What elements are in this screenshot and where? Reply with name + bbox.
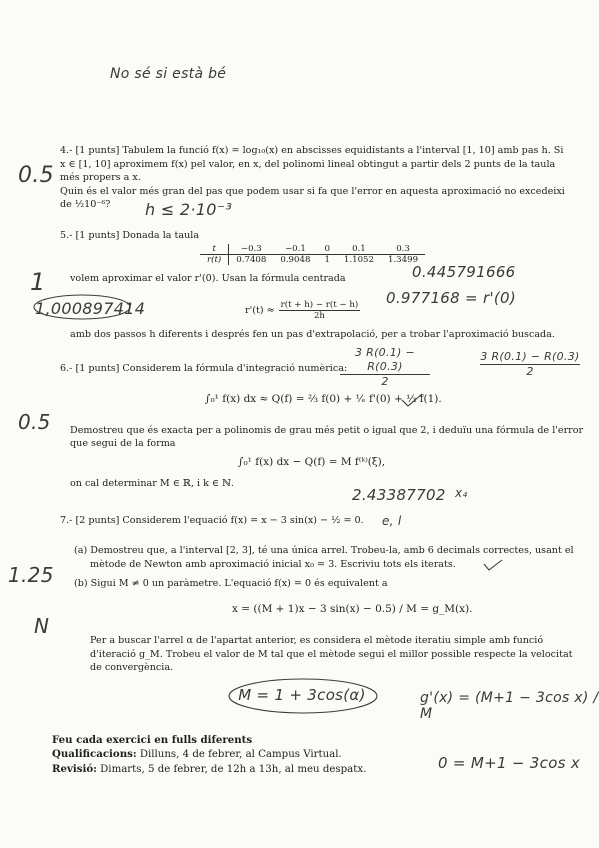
footer-line-1: Feu cada exercici en fulls diferents: [52, 734, 253, 746]
extrap-2-denominator: 2: [526, 365, 534, 378]
q7-b-formula: x = ((M + 1)x − 3 sin(x) − 0.5) / M = g_M(x).: [232, 603, 473, 615]
m-answer-circle: [226, 676, 380, 716]
revision-label: Revisió:: [52, 763, 97, 775]
q6-formula: ∫₀¹ f(x) dx ≈ Q(f) = ⅔ f(0) + ¹⁄ₑ f'(0) + ⅓ f(1).: [205, 393, 442, 405]
h-answer: h ≤ 2·10⁻³: [145, 200, 233, 219]
check-mark-q6: [400, 392, 424, 408]
q5-table: [200, 244, 425, 265]
table-r-cell: 1: [324, 255, 330, 265]
q5-line-3: amb dos passos h diferents i després fen un pas d'extrapolació, per a trobar l'aproximació buscada.: [70, 329, 555, 340]
table-t-cell: 0.3: [381, 244, 425, 255]
question-4: [60, 144, 565, 212]
q4-line-4: Quin és el valor més gran del pas que podem usar si fa que l'error en aquesta aproximació no excedeixi: [60, 185, 565, 197]
handwritten-value-c: 0.977168 = r'(0): [386, 289, 517, 307]
table-t-cell: 0.1: [337, 244, 381, 255]
m-answer: M = 1 + 3cos(α): [238, 686, 366, 704]
formula-fraction: [279, 300, 361, 321]
q5-line-1: 5.- [1 punts] Donada la taula: [60, 230, 200, 241]
q4-line-2: x ∈ [1, 10] aproximem f(x) pel valor, en x, del polinomi lineal obtingut a partir dels 2 punts de la taula: [60, 158, 556, 170]
q7-a-line-1: (a) Demostreu que, a l'interval [2, 3], té una única arrel. Trobeu-la, amb 6 decimals correctes, usant el: [74, 545, 574, 556]
handwritten-note: No sé si està bé: [110, 66, 227, 82]
q7-line-1: 7.- [2 punts] Considerem l'equació f(x) = x − 3 sin(x) − ½ = 0.: [60, 515, 364, 526]
handwritten-interval-note: e, l: [382, 514, 402, 528]
table-r-cell: 1.3499: [387, 255, 419, 265]
check-mark-q7a: [482, 558, 504, 572]
table-t-cell: −0.3: [229, 244, 274, 255]
table-t-cell: 0: [317, 244, 336, 255]
q7-b-line-2: Per a buscar l'arrel α de l'apartat anterior, es considera el mètode iteratiu simple amb funció: [90, 635, 544, 646]
q4-line-1: 4.- [1 punts] Tabulem la funció f(x) = log₁₀(x) en abscisses equidistants a l'interval [1, 10] amb pas h. Si: [60, 145, 564, 156]
score-q7b: N: [34, 614, 50, 638]
q6-line-3: que segui de la forma: [70, 438, 176, 449]
extrap-2-numerator: 3 R(0.1) − R(0.3): [480, 350, 580, 363]
q6-line-4: on cal determinar M ∈ ℝ, i k ∈ ℕ.: [70, 478, 234, 489]
formula-numerator: r(t + h) − r(t − h): [280, 300, 359, 310]
qualifications-label: Qualificacions:: [52, 748, 137, 760]
extrapolation-1: [340, 346, 430, 389]
handwritten-derivative: g'(x) = (M+1 − 3cos x) / M: [420, 690, 599, 722]
handwritten-root-note: x₄: [455, 486, 468, 500]
revision-text: Dimarts, 5 de febrer, de 12h a 13h, al meu despatx.: [96, 764, 367, 775]
footer: [52, 733, 366, 777]
score-q6: 0.5: [18, 410, 51, 434]
handwritten-zero-eq: 0 = M+1 − 3cos x: [438, 754, 581, 772]
formula-lhs: r'(t) ≈: [245, 304, 275, 316]
extrap-1-numerator: 3 R(0.1) − R(0.3): [340, 346, 430, 375]
formula-denominator: 2h: [313, 311, 325, 321]
table-r-cell: 1.1052: [343, 255, 374, 265]
score-q4: 0.5: [18, 163, 54, 188]
q6-error-formula: ∫₀¹ f(x) dx − Q(f) = M f⁽ᵏ⁾(ξ),: [238, 456, 386, 468]
qualifications-text: Dilluns, 4 de febrer, al Campus Virtual.: [136, 749, 342, 760]
score-q5: 1: [30, 268, 46, 296]
table-t-cell: −0.1: [273, 244, 317, 255]
footer-line-2: [52, 747, 366, 762]
q7-part-b-text: [90, 634, 573, 675]
q7-b-line-1: (b) Sigui M ≠ 0 un paràmetre. L'equació f(x) = 0 és equivalent a: [74, 578, 388, 589]
value-b-circle: [32, 292, 132, 322]
handwritten-value-b: 1,000897414: [35, 299, 146, 318]
table-x-label: t: [200, 244, 229, 255]
q6-line-2: Demostreu que és exacta per a polinomis de grau més petit o igual que 2, i deduïu una fórmula de l'error: [70, 425, 584, 436]
score-q7a: 1.25: [8, 563, 54, 587]
table-r-cell: 0.9048: [280, 255, 311, 265]
q7-a-line-2: mètode de Newton amb aproximació inicial x₀ = 3. Escriviu tots els iterats.: [90, 558, 456, 570]
handwritten-value-a: 0.445791666: [412, 263, 516, 281]
q7-b-line-4: de convergència.: [90, 662, 174, 674]
q7-b-line-3: d'iteració g_M. Trobeu el valor de M tal que el mètode segui el millor possible respecte la velocitat: [90, 648, 573, 660]
extrapolation-2: [480, 350, 580, 379]
q4-line-5: de ½10⁻⁶?: [60, 199, 111, 211]
handwritten-root: 2.43387702: [352, 486, 446, 504]
extrap-1-denominator: 2: [381, 375, 389, 388]
q4-line-3: més propers a x.: [60, 172, 141, 184]
q5-line-2: volem aproximar el valor r'(0). Usan la fórmula centrada: [70, 273, 346, 284]
table-y-label: r(t): [200, 255, 229, 266]
q6-line-1: 6.- [1 punts] Considerem la fórmula d'integració numèrica:: [60, 363, 348, 374]
table-r-cell: 0.7408: [236, 255, 267, 265]
footer-line-3: [52, 762, 366, 777]
q5-centered-formula: [245, 300, 360, 321]
